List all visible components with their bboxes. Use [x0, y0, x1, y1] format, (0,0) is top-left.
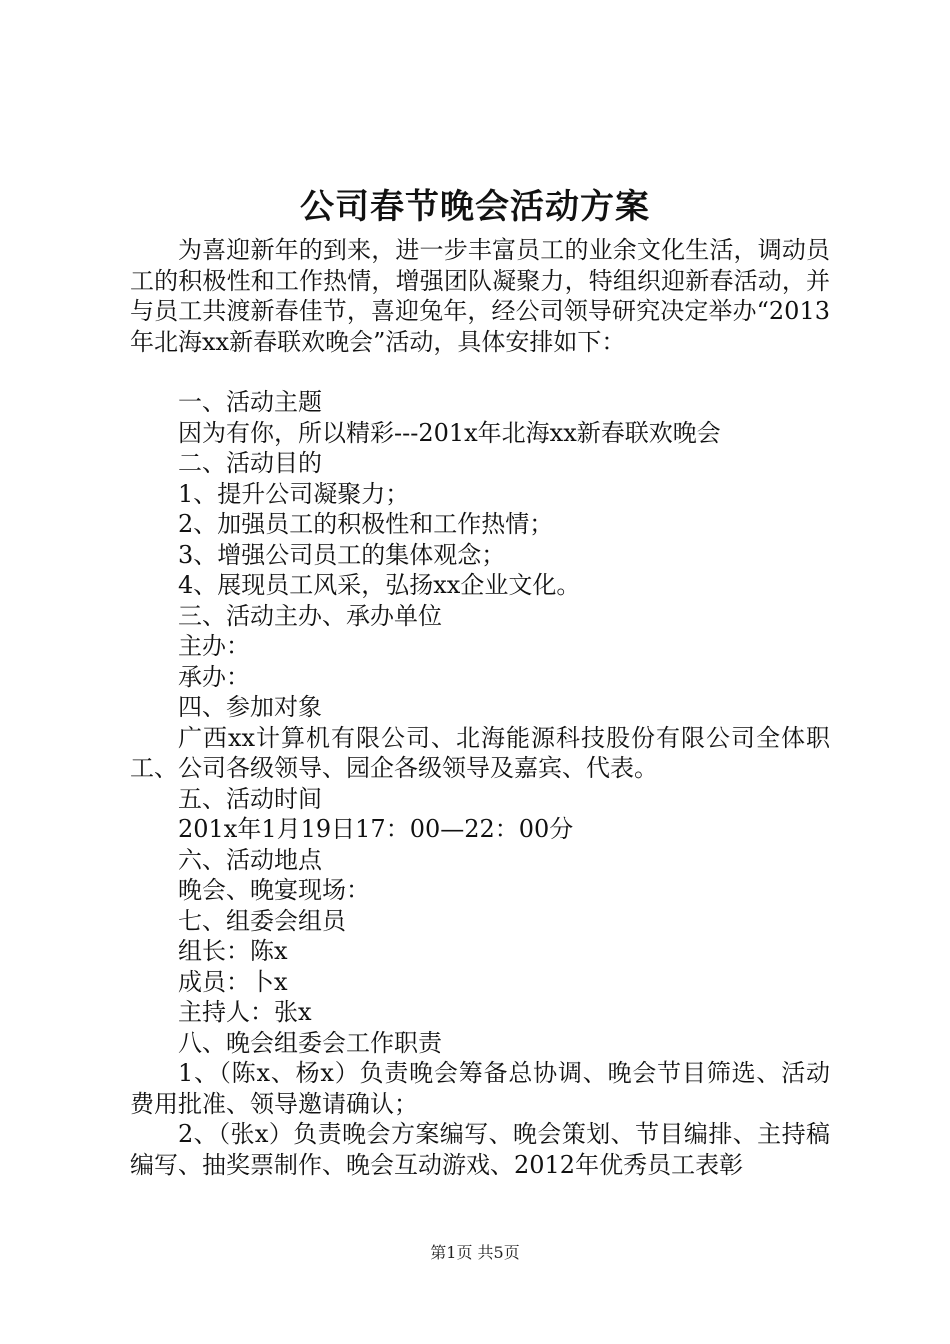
committee-host: 主持人：张x	[178, 998, 312, 1026]
heading-duties: 八、晚会组委会工作职责	[178, 1028, 442, 1057]
duty-item-2: 2、（张x）负责晚会方案编写、晚会策划、节目编排、主持稿编写、抽奖票制作、晚会互动游戏、2012年优秀员工表彰	[130, 1120, 830, 1179]
committee-leader: 组长：陈x	[178, 937, 288, 965]
paragraph-gap	[130, 357, 830, 387]
time-text: 201x年1月19日17：00—22：00分	[178, 815, 574, 843]
heading-theme: 一、活动主题	[178, 388, 322, 416]
purpose-item-4: 4、展现员工风采，弘扬xx企业文化。	[178, 571, 581, 599]
heading-location: 六、活动地点	[178, 845, 322, 874]
heading-organizers: 三、活动主办、承办单位	[178, 601, 442, 630]
organizer-undertaker: 承办：	[178, 662, 250, 691]
theme-text: 因为有你，所以精彩---201x年北海xx新春联欢晚会	[178, 418, 721, 447]
location-text: 晚会、晚宴现场：	[178, 876, 370, 904]
committee-member: 成员：卜x	[178, 967, 288, 996]
heading-participants: 四、参加对象	[178, 693, 322, 721]
purpose-item-1: 1、提升公司凝聚力；	[178, 479, 410, 508]
page-footer: 第1页 共5页	[430, 1243, 520, 1262]
heading-time: 五、活动时间	[178, 784, 322, 813]
intro-paragraph: 为喜迎新年的到来，进一步丰富员工的业余文化生活，调动员工的积极性和工作热情，增强团队凝聚力，特组织迎新春活动，并与员工共渡新春佳节，喜迎兔年，经公司领导研究决定举办“2013年北海xx新春联欢晚会”活动，具体安排如下：	[130, 236, 830, 356]
duty-item-1: 1、（陈x、杨x）负责晚会筹备总协调、晚会节目筛选、活动费用批准、领导邀请确认；	[130, 1059, 830, 1118]
purpose-item-3: 3、增强公司员工的集体观念；	[178, 540, 506, 569]
participants-text: 广西xx计算机有限公司、北海能源科技股份有限公司全体职工、公司各级领导、园企各级领导及嘉宾、代表。	[130, 723, 830, 782]
document-title: 公司春节晚会活动方案	[300, 187, 650, 227]
organizer-host: 主办：	[178, 632, 250, 660]
document-body	[130, 235, 830, 1180]
heading-committee: 七、组委会组员	[178, 906, 346, 935]
purpose-item-2: 2、加强员工的积极性和工作热情；	[178, 510, 554, 538]
heading-purpose: 二、活动目的	[178, 449, 322, 477]
